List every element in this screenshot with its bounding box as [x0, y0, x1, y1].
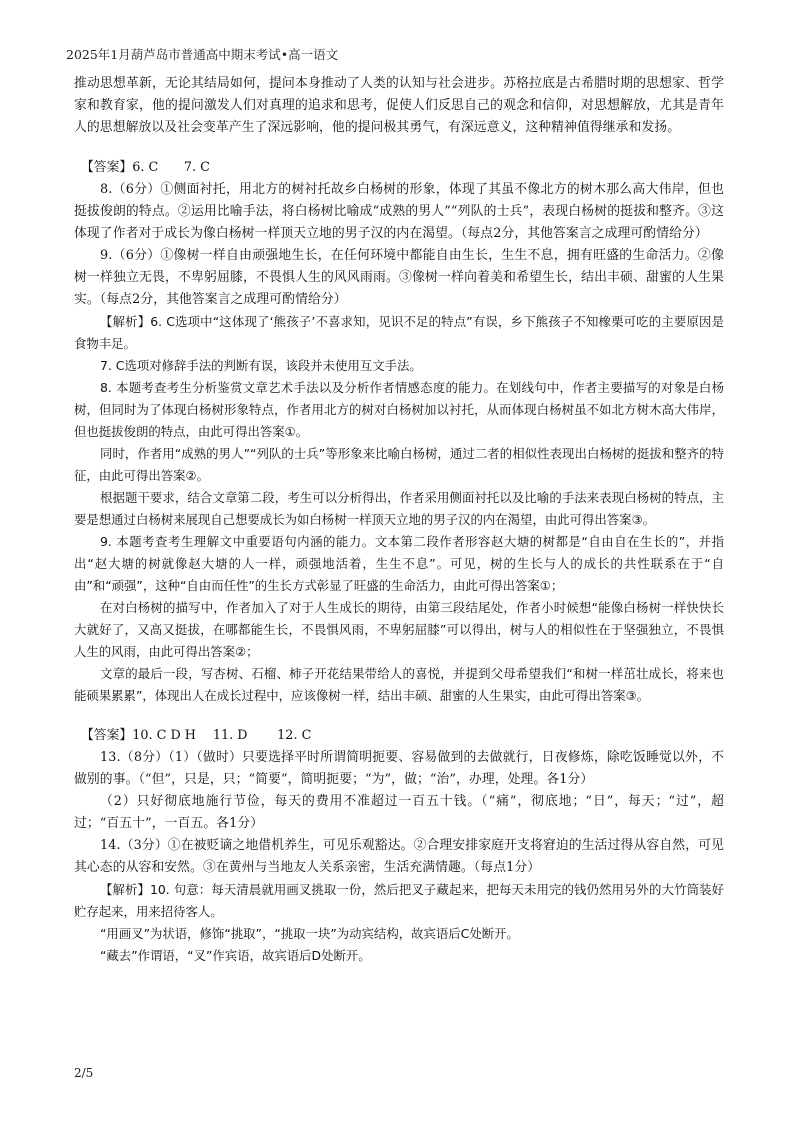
- question-8-answer: 8.（6分）①侧面衬托，用北方的树衬托故乡白杨树的形象，体现了其虽不像北方的树木那么高大伟岸，但也挺拔俊朗的特点。②运用比喻手法，将白杨树比喻成“成熟的男人”“列队的士兵”，表现白杨树的挺拔和整齐。③这体现了作者对于成长为像白杨树一样顶天立地的男子汉的内在渴望。（每点2分，其他答案言之成理可酌情给分）: [74, 182, 724, 241]
- question-13-part2: （2）只好彻底地施行节俭，每天的费用不准超过一百五十钱。（“痛”，彻底地；“日”，每天；“过”，超过；“百五十”，一百五。各1分）: [74, 794, 724, 831]
- page-header: 2025年1月葫芦岛市普通高中期末考试•高一语文: [66, 47, 339, 62]
- page-number: 2/5: [74, 1066, 94, 1080]
- question-14-answer: 14.（3分）①在被贬谪之地借机养生，可见乐观豁达。②合理安排家庭开支将窘迫的生活过得从容自然，可见其心态的从容和安然。③在黄州与当地友人关系亲密，生活充满情趣。（每点1分）: [74, 838, 724, 875]
- analysis-8-part2: 同时，作者用“成熟的男人”“列队的士兵”等形象来比喻白杨树，通过二者的相似性表现出白杨树的挺拔和整齐的特征，由此可得出答案②。: [74, 446, 724, 483]
- analysis-7: 7. C选项对修辞手法的判断有误，该段并未使用互文手法。: [100, 358, 422, 373]
- answer-line-6-7: 【答案】6. C 7. C: [81, 160, 210, 175]
- analysis-10-part3: “藏去”作谓语，“叉”作宾语，故宾语后D处断开。: [100, 948, 371, 963]
- question-9-answer: 9.（6分）①像树一样自由顽强地生长，在任何环境中都能自由生长，生生不息，拥有旺盛的生命活力。②像树一样独立无畏，不卑躬屈膝，不畏惧人生的风风雨雨。③像树一样向着美和希望生长，结出丰硕、甜蜜的人生果实。（每点2分，其他答案言之成理可酌情给分）: [74, 248, 724, 307]
- analysis-10-part2: “用画叉”为状语，修饰“挑取”，“挑取一块”为动宾结构，故宾语后C处断开。: [100, 926, 519, 941]
- analysis-9-part2: 在对白杨树的描写中，作者加入了对于人生成长的期待，由第三段结尾处，作者小时候想“能像白杨树一样快快长大就好了，又高又挺拔，在哪都能生长，不畏惧风雨，不卑躬屈膝”可以得出，树与人的相似性在于坚强独立，不畏惧人生的风雨，由此可得出答案②；: [74, 600, 724, 659]
- analysis-8-part3: 根据题干要求，结合文章第二段，考生可以分析得出，作者采用侧面衬托以及比喻的手法来表现白杨树的特点，主要是想通过白杨树来展现自己想要成长为如白杨树一样顶天立地的男子汉的内在渴望，由此可得出答案③。: [74, 490, 724, 527]
- page-content: [66, 46, 724, 967]
- answer-line-10-12: 【答案】10. C D H 11. D 12. C: [81, 728, 312, 743]
- analysis-6: 【解析】6. C选项中“这体现了‘熊孩子’不喜求知，见识不足的特点”有误，乡下熊孩子不知橡栗可吃的主要原因是食物丰足。: [74, 314, 724, 351]
- analysis-9-part3: 文章的最后一段，写杏树、石榴、柿子开花结果带给人的喜悦，并提到父母希望我们“和树一样茁壮成长，将来也能硕果累累”，体现出人在成长过程中，应该像树一样，结出丰硕、甜蜜的人生果实，由此可得出答案③。: [74, 666, 724, 703]
- intro-paragraph: 推动思想革新，无论其结局如何，提问本身推动了人类的认知与社会进步。苏格拉底是古希腊时期的思想家、哲学家和教育家，他的提问激发人们对真理的追求和思考，促使人们反思自己的观念和信仰，对思想解放，尤其是青年人的思想解放以及社会变革产生了深远影响，他的提问极其勇气，有深远意义，这种精神值得继承和发扬。: [74, 76, 724, 135]
- question-13-part1: 13.（8分）（1）（做时）只要选择平时所谓简明扼要、容易做到的去做就行，日夜修炼，除吃饭睡觉以外，不做别的事。（“但”，只是，只；“简要”，简明扼要；“为”，做；“治”，办理，处理。各1分）: [74, 750, 724, 787]
- analysis-9-part1: 9. 本题考查考生理解文中重要语句内涵的能力。文本第二段作者形容赵大塘的树都是“自由自在生长的”，并指出“赵大塘的树就像赵大塘的人一样，顽强地活着，生生不息”。可见，树的生长与人的成长的共性联系在于“自由”和“顽强”，这种“自由而任性”的生长方式彰显了旺盛的生命活力，由此可得出答案①；: [74, 534, 724, 593]
- analysis-8-part1: 8. 本题考查考生分析鉴赏文章艺术手法以及分析作者情感态度的能力。在划线句中，作者主要描写的对象是白杨树，但同时为了体现白杨树形象特点，作者用北方的树对白杨树加以衬托，从而体现白杨树虽不如北方树木高大伟岸，但也挺拔俊朗的特点，由此可得出答案①。: [74, 380, 724, 439]
- analysis-10-part1: 【解析】10. 句意：每天清晨就用画叉挑取一份，然后把叉子藏起来，把每天未用完的钱仍然用另外的大竹筒装好贮存起来，用来招待客人。: [74, 882, 724, 919]
